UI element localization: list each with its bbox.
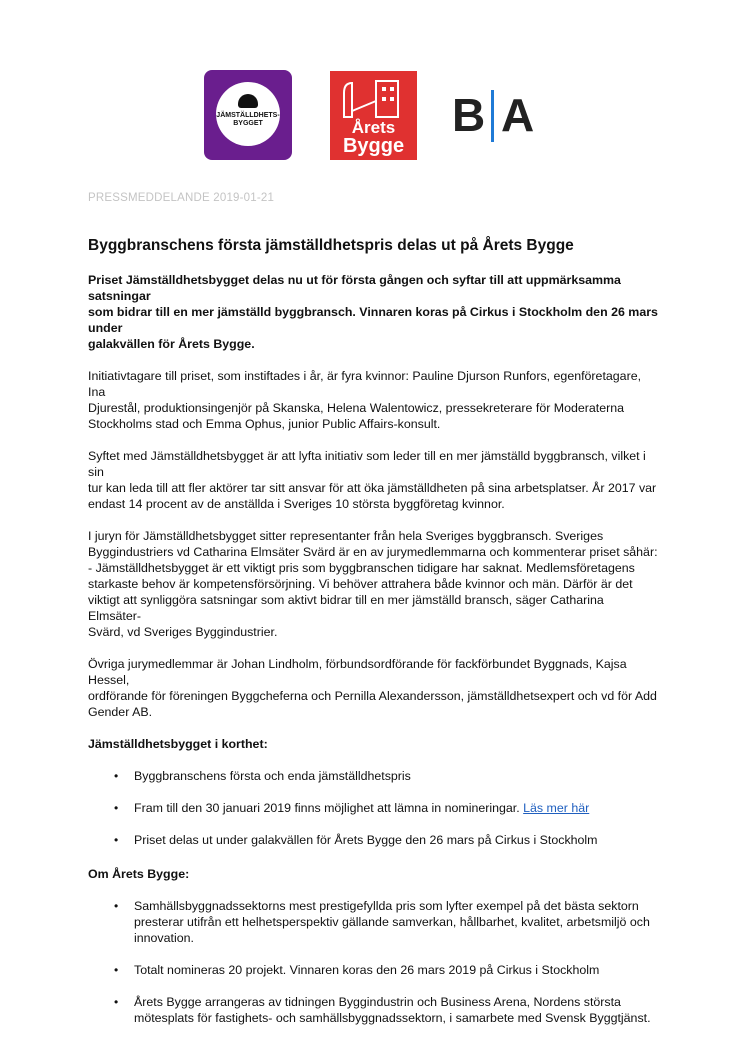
bullet-icon: • <box>114 801 119 815</box>
text-line: Initiativtagare till priset, som instiftades i år, är fyra kvinnor: Pauline Djurson Runfors, egenföretagare, Ina <box>88 369 642 399</box>
lead-paragraph <box>88 272 658 352</box>
read-more-link[interactable]: Läs mer här <box>523 801 590 815</box>
list-item <box>88 832 658 848</box>
list-item <box>88 768 658 784</box>
text-line: mötesplats för fastighets- och samhällsbyggnadssektorn, i samarbete med Svensk Byggtjänst. <box>134 1011 651 1025</box>
text-line: starkaste behov är kompetensförsörjning. Vi behöver attrahera både kvinnor och män. Därför är det <box>88 577 633 591</box>
logo-row <box>0 70 746 162</box>
logo-text-line2: BYGGET <box>233 120 263 127</box>
text-line: viktigt att synliggöra satsningar som aktivt bidrar till en mer jämställd bransch, säger Catharina Elmsäter- <box>88 593 604 623</box>
text-line: Djurestål, produktionsingenjör på Skanska, Helena Walentowicz, pressekreterare för Moderaterna <box>88 401 625 415</box>
logo-letter-b: B <box>452 89 486 141</box>
text-line: Syftet med Jämställdhetsbygget är att lyfta initiativ som leder till en mer jämställd byggbransch, vilket i sin <box>88 449 646 479</box>
text-line: - Jämställdhetsbygget är ett viktigt pris som byggbranschen tidigare har saknat. Medlemsföretagens <box>88 561 635 575</box>
text-line: galakvällen för Årets Bygge. <box>88 337 255 351</box>
bullet-icon: • <box>114 899 119 913</box>
text-line: Samhällsbyggnadssektorns mest prestigefyllda pris som lyfter exempel på det bästa sektorn <box>134 899 639 913</box>
headline: Byggbranschens första jämställdhetspris delas ut på Årets Bygge <box>88 237 574 254</box>
logo-letter-a: A <box>501 89 535 141</box>
arets-bygge-logo <box>330 71 417 160</box>
paragraph-jury-members <box>88 656 658 720</box>
text-line: presterar utifrån ett helhetsperspektiv gällande samverkan, hållbarhet, kvalitet, arbetsmiljö och <box>134 915 650 929</box>
section-heading-in-brief: Jämställdhetsbygget i korthet: <box>88 737 268 751</box>
text-line: tur kan leda till att fler aktörer tar sitt ansvar för att öka jämställdheten på sina arbetsplatser. År 2017 var <box>88 481 657 495</box>
bullet-icon: • <box>114 963 119 977</box>
text-line: Stockholms stad och Emma Ophus, junior Public Affairs-konsult. <box>88 417 441 431</box>
list-item <box>88 800 658 816</box>
list-item <box>88 898 658 946</box>
text-line: endast 14 procent av de anställda i Sveriges 10 största byggföretag kvinnor. <box>88 497 505 511</box>
release-date: PRESSMEDDELANDE 2019-01-21 <box>88 192 275 204</box>
text-line: som bidrar till en mer jämställd byggbransch. Vinnaren koras på Cirkus i Stockholm den 26 mars under <box>88 305 658 335</box>
logo-text-line1: JÄMSTÄLLDHETS- <box>216 112 280 119</box>
text-line: Årets Bygge arrangeras av tidningen Byggindustrin och Business Arena, Nordens största <box>134 995 621 1009</box>
ba-logo <box>452 89 542 142</box>
bullet-icon: • <box>114 769 119 783</box>
list-item-text: Priset delas ut under galakvällen för Årets Bygge den 26 mars på Cirkus i Stockholm <box>134 833 598 847</box>
section-heading-about: Om Årets Bygge: <box>88 867 190 881</box>
list-item-text: Fram till den 30 januari 2019 finns möjlighet att lämna in nomineringar. <box>134 801 524 815</box>
text-line: Svärd, vd Sveriges Byggindustrier. <box>88 625 278 639</box>
text-line: I juryn för Jämställdhetsbygget sitter representanter från hela Sveriges byggbransch. Sveriges <box>88 529 604 543</box>
list-item <box>88 994 658 1026</box>
text-line: innovation. <box>134 931 194 945</box>
list-item <box>88 962 658 978</box>
bullet-list-in-brief <box>88 768 658 848</box>
logo-word-bygge: Bygge <box>342 135 405 157</box>
bullet-list-about <box>88 898 658 1026</box>
bullet-icon: • <box>114 833 119 847</box>
list-item-text: Byggbranschens första och enda jämställdhetspris <box>134 769 411 783</box>
text-line: Byggindustriers vd Catharina Elmsäter Svärd är en av jurymedlemmarna och kommenterar priset såhär: <box>88 545 658 559</box>
logo-word-arets: Årets <box>351 118 396 137</box>
building-icon <box>330 71 417 121</box>
helmet-icon <box>238 94 258 108</box>
bullet-icon: • <box>114 995 119 1009</box>
text-line: Gender AB. <box>88 705 153 719</box>
logo-circle <box>216 82 280 146</box>
logo-divider <box>491 90 494 142</box>
press-release-body <box>88 190 658 1026</box>
list-item-text: Totalt nomineras 20 projekt. Vinnaren koras den 26 mars 2019 på Cirkus i Stockholm <box>134 963 600 977</box>
text-line: Övriga jurymedlemmar är Johan Lindholm, förbundsordförande för fackförbundet Byggnads, Kajsa Hessel, <box>88 657 627 687</box>
paragraph-jury <box>88 528 658 640</box>
text-line: ordförande för föreningen Byggcheferna och Pernilla Alexandersson, jämställdhetsexpert och vd för Add <box>88 689 657 703</box>
text-line: Priset Jämställdhetsbygget delas nu ut för första gången och syftar till att uppmärksamma satsningar <box>88 273 621 303</box>
jamstalldhetsbygget-logo <box>204 70 292 160</box>
paragraph-purpose <box>88 448 658 512</box>
paragraph-initiators <box>88 368 658 432</box>
